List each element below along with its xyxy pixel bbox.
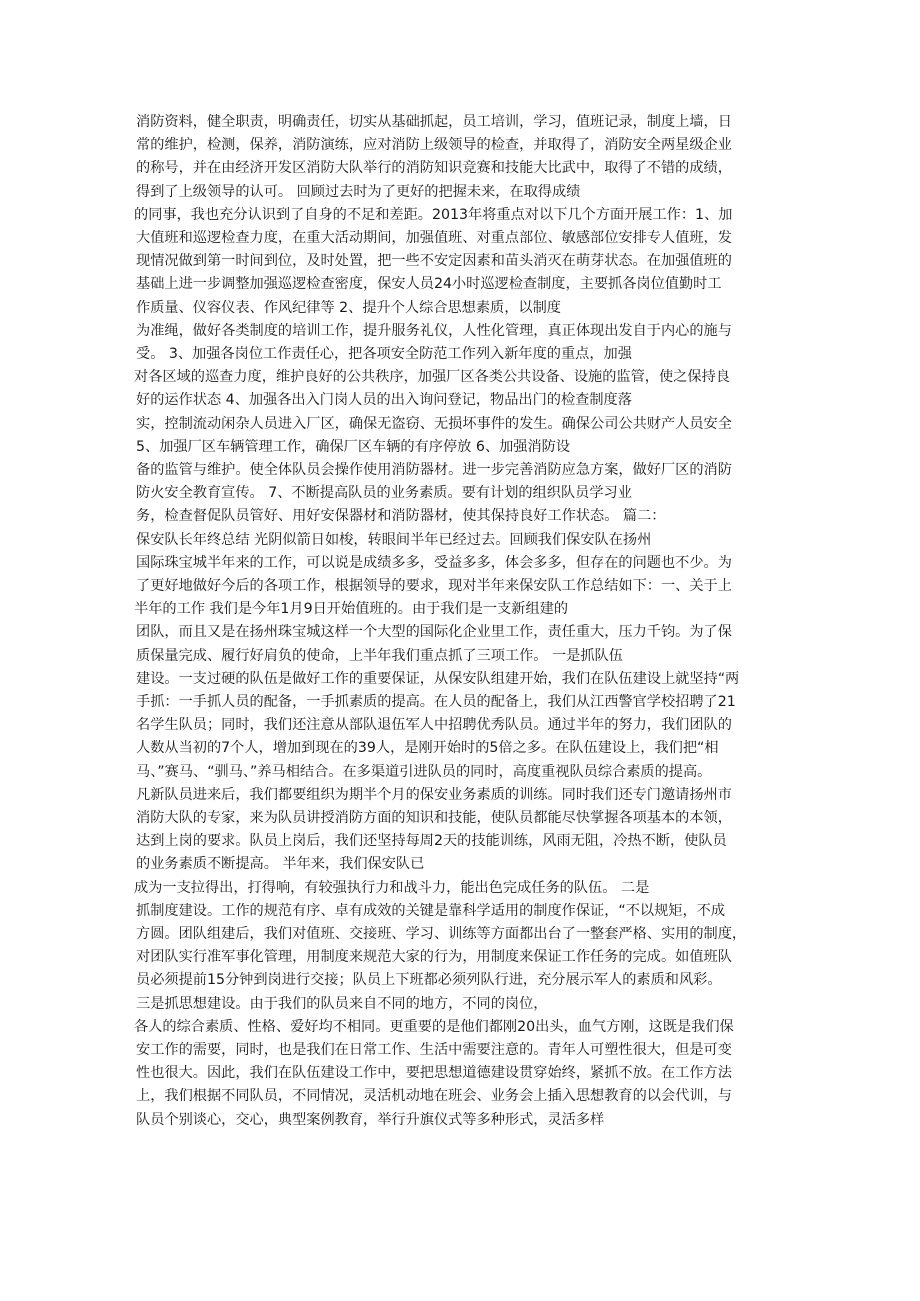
text-line: 质保量完成、履行好肩负的使命，上半年我们重点抓了三项工作。 一是抓队伍 xyxy=(136,647,623,664)
text-line: 常的维护，检测，保养，消防演练，应对消防上级领导的检查，并取得了，消防安全两星级企业 xyxy=(136,137,732,154)
text-line: 消防大队的专家，来为队员讲授消防方面的知识和技能，使队员都能尽快掌握各项基本的本领， xyxy=(136,810,732,826)
text-line: 作质量、仪容仪表、作风纪律等 2、提升个人综合思想素质，以制度 xyxy=(136,299,561,316)
text-line: 员必须提前15分钟到岗进行交接；队员上下班都必须列队行进，充分展示军人的素质和风彩。 xyxy=(136,972,722,989)
text-line: 受。 3、加强各岗位工作责任心，把各项安全防范工作列入新年度的重点，加强 xyxy=(136,346,632,362)
text-line: 方圆。团队组建后，我们对值班、交接班、学习、训练等方面都出台了一整套严格、实用的制度， xyxy=(136,926,747,942)
text-line: 的业务素质不断提高。 半年来，我们保安队已 xyxy=(136,856,425,873)
text-line: 安工作的需要，同时，也是我们在日常工作、生活中需要注意的。青年人可塑性很大，但是可变 xyxy=(136,1042,732,1058)
text-line: 得到了上级领导的认可。 回顾过去时为了更好的把握未来，在取得成绩 xyxy=(136,183,581,200)
text-line: 性也很大。因此，我们在队伍建设工作中，要把思想道德建设贯穿始终，紧抓不放。在工作方法 xyxy=(136,1065,732,1082)
text-line: 为准绳，做好各类制度的培训工作，提升服务礼仪，人性化管理，真正体现出发自于内心的施与 xyxy=(136,322,732,339)
text-line: 三是抓思想建设。由于我们的队员来自不同的地方，不同的岗位， xyxy=(136,995,548,1012)
text-line: 手抓：一手抓人员的配备，一手抓素质的提高。在人员的配备上，我们从江西警官学校招聘了21 xyxy=(136,694,736,710)
text-line: 人数从当初的7个人，增加到现在的39人，是刚开始时的5倍之多。在队伍建设上，我们把“相 xyxy=(136,740,719,757)
text-line: 对团队实行准军事化管理，用制度来规范大家的行为，用制度来保证工作任务的完成。如值班队 xyxy=(136,949,732,966)
text-line: 备的监管与维护。使全体队员会操作使用消防器材。进一步完善消防应急方案，做好厂区的消防 xyxy=(136,462,732,478)
text-line: 保安队长年终总结 光阴似箭日如梭，转眼间半年已经过去。回顾我们保安队在扬州 xyxy=(136,531,652,548)
text-line: 基础上进一步调整加强巡逻检查密度，保安人员24小时巡逻检查制度，主要抓各岗位值勤时工 xyxy=(136,276,722,293)
text-line: 半年的工作 我们是今年1月9日开始值班的。由于我们是一支新组建的 xyxy=(134,601,569,618)
text-line: 各人的综合素质、性格、爱好均不相同。更重要的是他们都刚20出头，血气方刚，这既是我们保 xyxy=(134,1018,734,1035)
text-line: 对各区域的巡查力度，维护良好的公共秩序，加强厂区各类公共设备、设施的监管，使之保持良 xyxy=(134,369,730,386)
text-line: 名学生队员；同时，我们还注意从部队退伍军人中招聘优秀队员。通过半年的努力，我们团队的 xyxy=(136,717,732,734)
text-line: 了更好地做好今后的各项工作，根据领导的要求，现对半年来保安队工作总结如下：一、关于上 xyxy=(136,578,732,594)
text-line: 防火安全教育宣传。 7、不断提高队员的业务素质。要有计划的组织队员学习业 xyxy=(136,485,632,502)
text-line: 好的运作状态 4、加强各出入门岗人员的出入询问登记，物品出门的检查制度落 xyxy=(136,392,632,409)
text-line: 5、加强厂区车辆管理工作，确保厂区车辆的有序停放 6、加强消防设 xyxy=(136,438,571,455)
text-line: 实，控制流动闲杂人员进入厂区，确保无盗窃、无损坏事件的发生。确保公司公共财产人员安全 xyxy=(136,415,732,432)
text-line: 成为一支拉得出，打得响，有较强执行力和战斗力，能出色完成任务的队伍。 二是 xyxy=(134,879,650,896)
text-line: 务，检查督促队员管好、用好安保器材和消防器材，使其保持良好工作状态。 篇二： xyxy=(136,508,666,525)
text-line: 的称号，并在由经济开发区消防大队举行的消防知识竞赛和技能大比武中，取得了不错的成绩， xyxy=(136,160,732,177)
text-line: 国际珠宝城半年来的工作，可以说是成绩多多，受益多多，体会多多，但存在的问题也不少。为 xyxy=(136,554,732,571)
text-line: 抓制度建设。工作的规范有序、卓有成效的关键是靠科学适用的制度作保证，“不以规矩，不成 xyxy=(136,902,726,919)
text-line: 现情况做到第一时间到位，及时处置，把一些不安定因素和苗头消灭在萌芽状态。在加强值班的 xyxy=(136,253,732,270)
text-line: 的同事，我也充分认识到了自身的不足和差距。2013年将重点对以下几个方面开展工作：1、加 xyxy=(134,206,733,223)
text-line: 建设。一支过硬的队伍是做好工作的重要保证，从保安队组建开始，我们在队伍建设上就坚持“两 xyxy=(136,670,740,687)
text-line: 大值班和巡逻检查力度，在重大活动期间，加强值班、对重点部位、敏感部位安排专人值班，发 xyxy=(136,230,732,246)
text-line: 队员个别谈心，交心，典型案例教育，举行升旗仪式等多种形式，灵活多样 xyxy=(136,1111,605,1128)
text-line: 马、”赛马、“驯马、”养马相结合。在多渠道引进队员的同时，高度重视队员综合素质的提高。 xyxy=(136,763,712,780)
text-line: 达到上岗的要求。队员上岗后，我们还坚持每周2天的技能训练，风雨无阻，冷热不断，使队员 xyxy=(136,833,727,850)
text-line: 团队，而且又是在扬州珠宝城这样一个大型的国际化企业里工作，责任重大，压力千钧。为了保 xyxy=(136,624,732,641)
text-line: 凡新队员进来后，我们都要组织为期半个月的保安业务素质的训练。同时我们还专门邀请扬州市 xyxy=(136,786,732,803)
text-line: 消防资料，健全职责，明确责任，切实从基础抓起，员工培训，学习，值班记录，制度上墙，日 xyxy=(136,114,732,130)
text-line: 上，我们根据不同队员，不同情况，灵活机动地在班会、业务会上插入思想教育的以会代训，与 xyxy=(136,1088,732,1105)
